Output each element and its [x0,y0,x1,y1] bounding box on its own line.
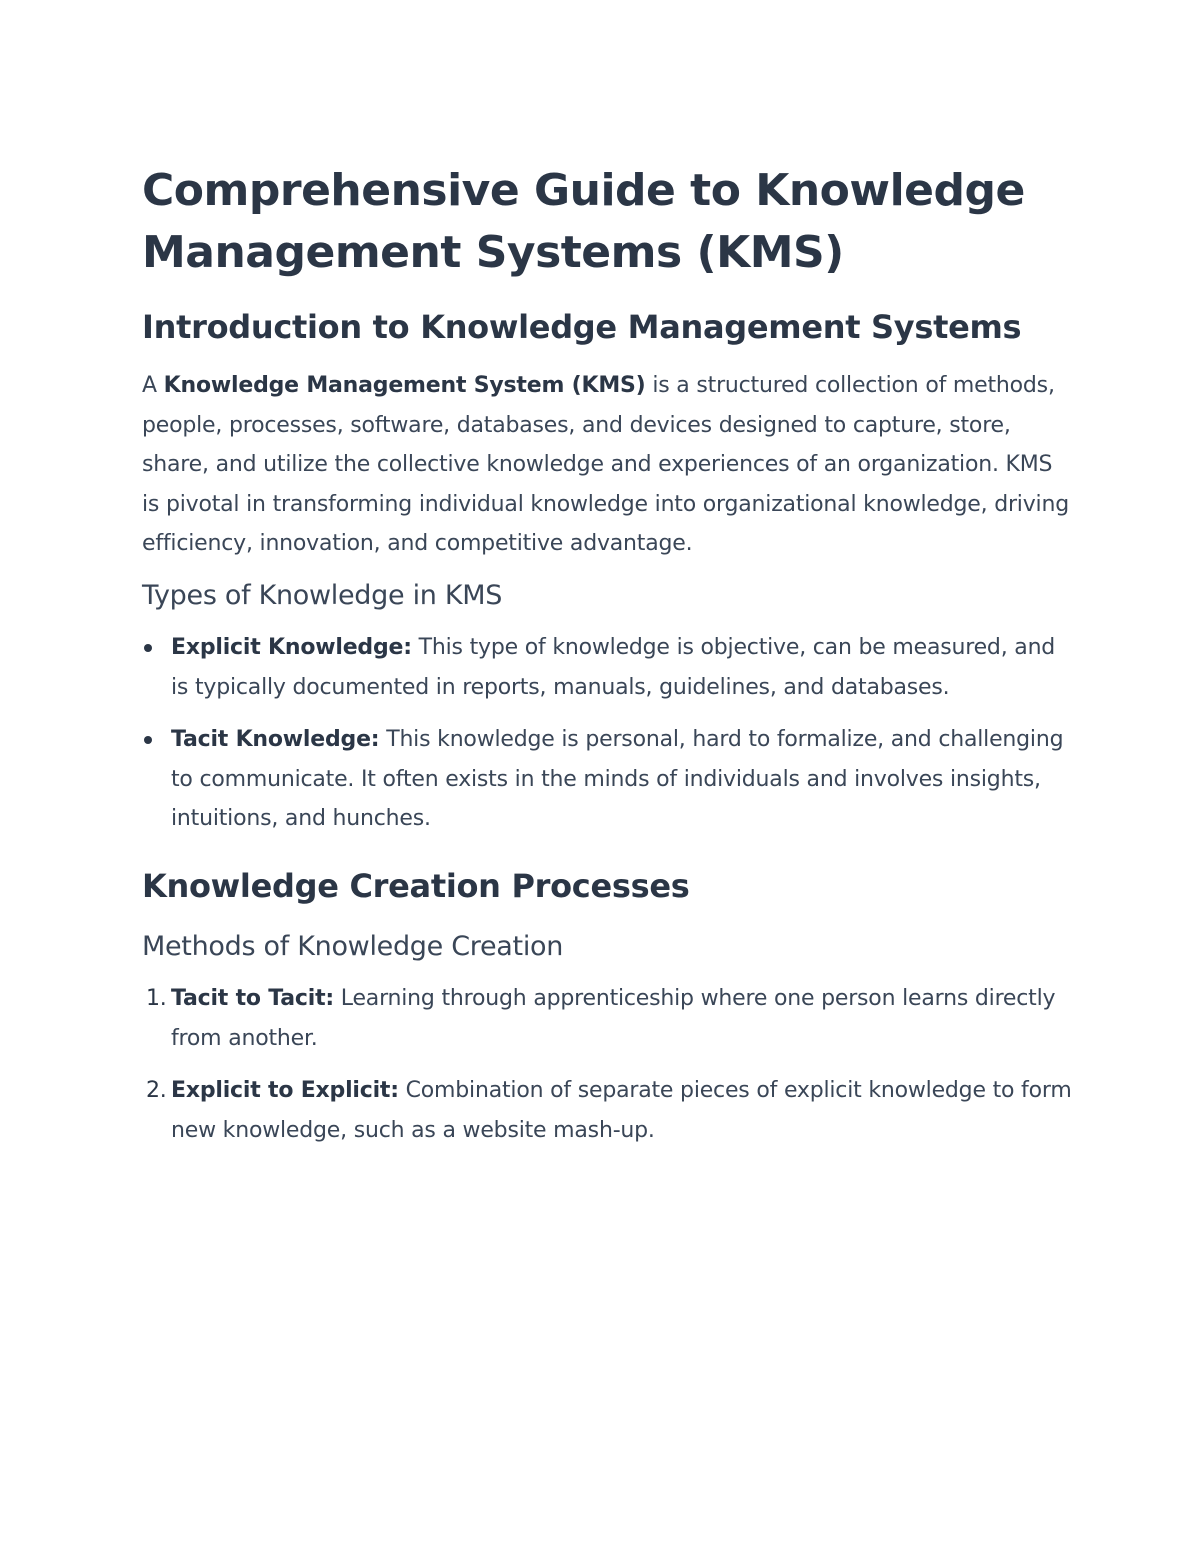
list-item [142,1071,1072,1150]
bullet-icon [144,736,152,744]
methods-heading: Methods of Knowledge Creation [142,930,564,962]
document-title: Comprehensive Guide to Knowledge Management Systems (KMS) [142,165,1025,278]
list-item-text: This knowledge is personal, hard to formalize, and challenging to communicate. It often exists in the minds of individuals and involves insights, intuitions, and hunches. [171,727,1064,832]
intro-prefix: A [142,373,164,398]
intro-heading: Introduction to Knowledge Management Systems [142,308,1022,346]
list-item-term: Explicit to Explicit: [171,1078,399,1104]
list-item-term: Explicit Knowledge: [171,634,412,660]
list-item-text: This type of knowledge is objective, can be measured, and is typically documented in reports, manuals, guidelines, and databases. [171,634,1056,700]
creation-heading: Knowledge Creation Processes [142,866,690,905]
list-item [142,720,1072,839]
list-item [142,628,1072,707]
intro-paragraph [142,366,1072,564]
bullet-icon [144,644,152,652]
list-item-term: Tacit to Tacit: [171,985,334,1011]
list-number: 1. [146,985,167,1011]
methods-list [142,979,1072,1150]
list-item-text: Combination of separate pieces of explicit knowledge to form new knowledge, such as a website mash-up. [171,1078,1072,1143]
types-heading: Types of Knowledge in KMS [142,579,503,611]
list-item-term: Tacit Knowledge: [171,727,380,753]
document-page [142,160,1072,1163]
list-item [142,979,1072,1058]
list-number: 2. [146,1078,167,1104]
intro-rest: is a structured collection of methods, people, processes, software, databases, and devices designed to capture, store, share, and utilize the collective knowledge and experiences of an organization. KMS is pivotal in transforming individual knowledge into organizational knowledge, driving efficiency, innovation, and competitive advantage. [142,373,1069,557]
list-item-text: Learning through apprenticeship where one person learns directly from another. [171,985,1056,1051]
types-list [142,628,1072,839]
intro-bold-term: Knowledge Management System (KMS) [163,373,646,398]
